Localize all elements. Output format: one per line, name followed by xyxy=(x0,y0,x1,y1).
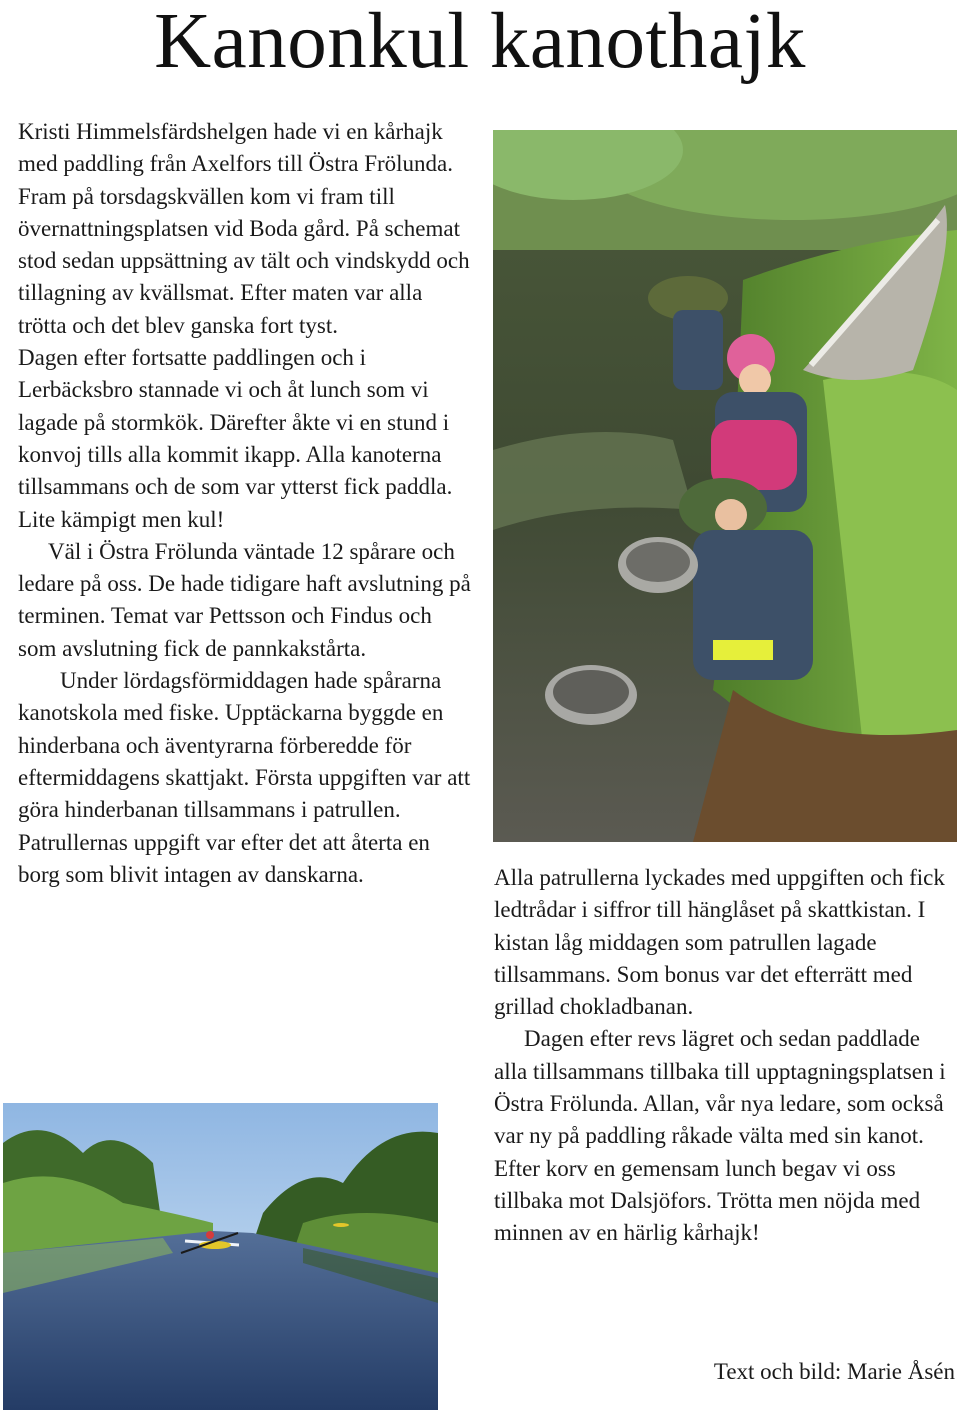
article-title: Kanonkul kanothajk xyxy=(154,0,806,85)
paragraph: Kristi Himmelsfärdshelgen hade vi en kårhajk med paddling från Axelfors till Östra Frölunda. Fram på torsdagskvällen kom vi fram till övernattningsplatsen vid Boda gård. På schemat stod sedan uppsättning av tält och vindskydd och tillagning av kvällsmat. Efter maten var alla trötta och det blev ganska fort tyst. xyxy=(18,119,470,338)
paragraph: Dagen efter revs lägret och sedan paddlade alla tillsammans tillbaka till upptagningsplatsen i Östra Frölunda. Allan, vår nya ledare, som också var ny på paddling råkade välta med sin kanot. Efter korv en gemensam lunch begav vi oss tillbaka mot Dalsjöfors. Trötta men nöjda med minnen av en härlig kårhajk! xyxy=(494,1026,946,1246)
paragraph: Alla patrullerna lyckades med uppgiften och fick ledtrådar i siffror till hänglåset på skattkistan. I kistan låg middagen som patrullen lagade tillsammans. Som bonus var det efterrätt med grillad chokladbanan. xyxy=(494,865,945,1020)
paragraph: Dagen efter fortsatte paddlingen och i Lerbäcksbro stannade vi och åt lunch som vi lagade på stormkök. Därefter åkte vi en stund i konvoj tills alla kommit ikapp. Alla kanoterna tillsammans och de som var ytterst fick paddla. Lite kämpigt men kul! xyxy=(18,345,453,532)
paragraph: Under lördagsförmiddagen hade spårarna kanotskola med fiske. Upptäckarna byggde en hinderbana och äventyrarna förberedde för eftermiddagens skattjakt. Första uppgiften var att göra hinderbanan tillsammans i patrullen. Patrullernas uppgift var efter det att återta en borg som blivit intagen av danskarna. xyxy=(18,668,471,887)
left-text-column xyxy=(18,116,473,891)
photo-credit: Text och bild: Marie Åsén xyxy=(713,1359,955,1384)
canoes-on-river-photo xyxy=(3,1103,438,1410)
right-text-column xyxy=(494,862,952,1250)
scouts-by-river-photo xyxy=(493,130,957,842)
paragraph: Väl i Östra Frölunda väntade 12 spårare och ledare på oss. De hade tidigare haft avslutning på terminen. Temat var Pettsson och Findus och som avslutning fick de pannkakstårta. xyxy=(18,538,471,661)
